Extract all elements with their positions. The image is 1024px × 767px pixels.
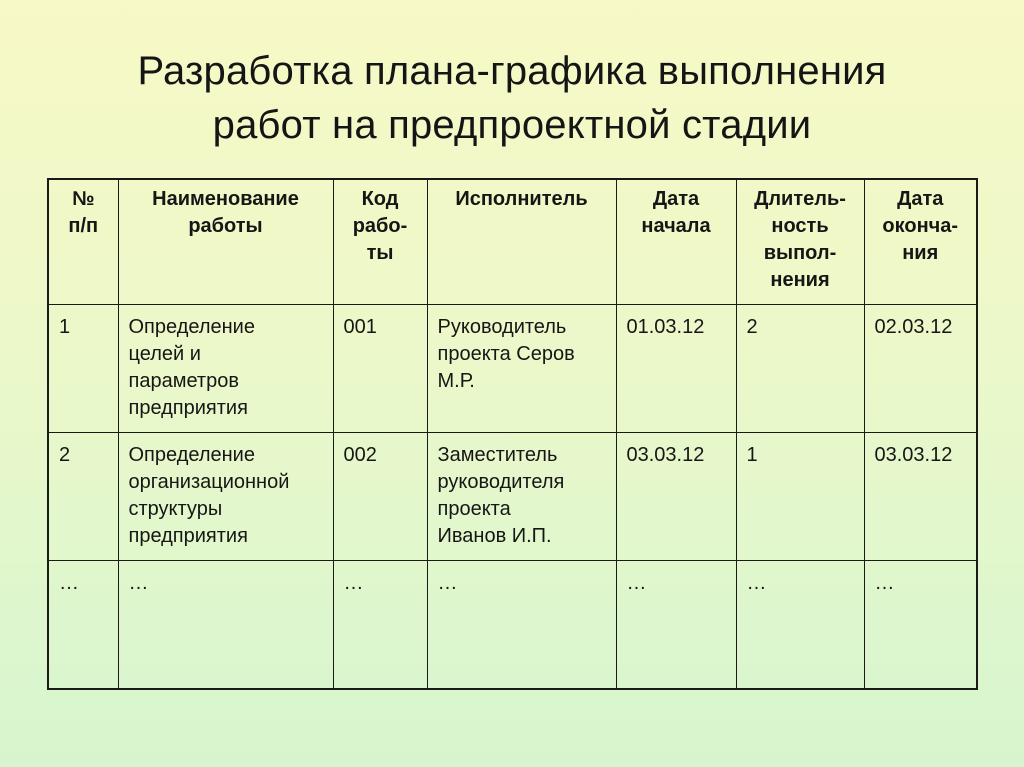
cell-number: 2 [48, 432, 118, 560]
work-schedule-table [47, 178, 978, 690]
cell-work-code: 002 [333, 432, 427, 560]
header-work-name: Наименование работы [118, 179, 333, 304]
slide-title-line-2: работ на предпроектной стадии [212, 103, 812, 147]
cell-work-code: 001 [333, 304, 427, 432]
cell-executor: Руководитель проекта Серов М.Р. [427, 304, 616, 432]
header-number: № п/п [48, 179, 118, 304]
cell-work-name: … [118, 560, 333, 689]
cell-end-date: … [864, 560, 977, 689]
cell-work-name: Определение организационной структуры предприятия [118, 432, 333, 560]
cell-end-date: 03.03.12 [864, 432, 977, 560]
table-header-row [48, 179, 977, 304]
cell-duration: 1 [736, 432, 864, 560]
header-work-code: Код рабо- ты [333, 179, 427, 304]
table-row [48, 560, 977, 689]
cell-number: 1 [48, 304, 118, 432]
table-row [48, 304, 977, 432]
cell-duration: … [736, 560, 864, 689]
cell-end-date: 02.03.12 [864, 304, 977, 432]
header-duration: Длитель- ность выпол- нения [736, 179, 864, 304]
header-executor: Исполнитель [427, 179, 616, 304]
header-start-date: Дата начала [616, 179, 736, 304]
cell-start-date: 01.03.12 [616, 304, 736, 432]
cell-start-date: 03.03.12 [616, 432, 736, 560]
cell-number: … [48, 560, 118, 689]
header-end-date: Дата оконча- ния [864, 179, 977, 304]
cell-executor: Заместитель руководителя проекта Иванов И.П. [427, 432, 616, 560]
slide-title-line-1: Разработка плана-графика выполнения [137, 49, 887, 93]
cell-work-name: Определение целей и параметров предприятия [118, 304, 333, 432]
cell-start-date: … [616, 560, 736, 689]
table-row [48, 432, 977, 560]
cell-executor: … [427, 560, 616, 689]
slide-title [0, 44, 1024, 152]
cell-duration: 2 [736, 304, 864, 432]
cell-work-code: … [333, 560, 427, 689]
